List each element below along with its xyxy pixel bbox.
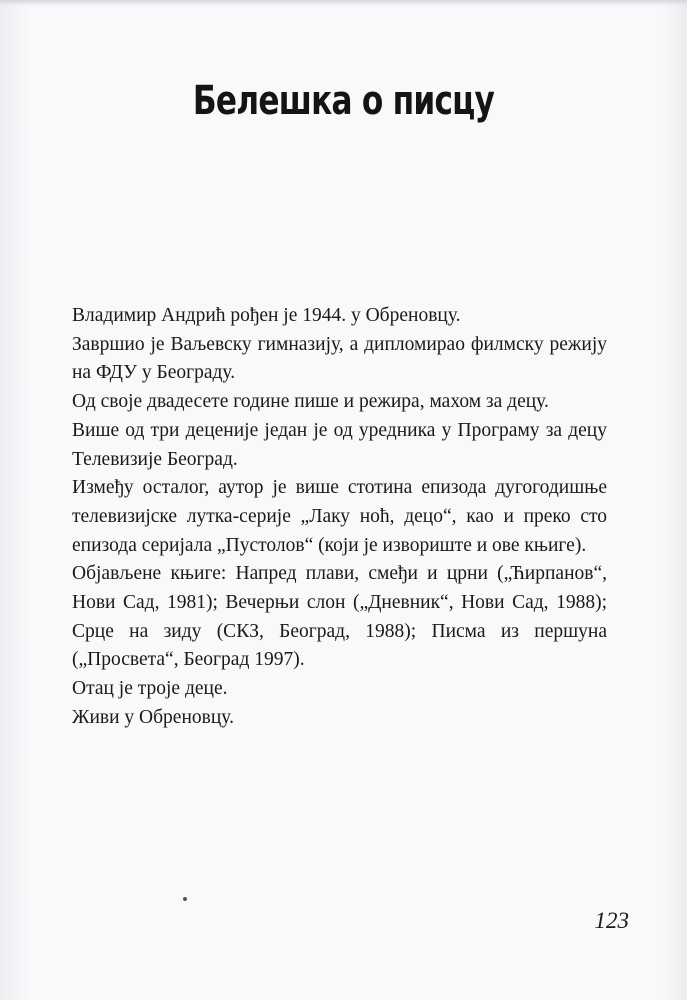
- paragraph: Владимир Андрић рођен је 1944. у Обреновцу.: [72, 305, 461, 326]
- print-speck: [183, 897, 187, 901]
- author-note-body: [72, 302, 607, 733]
- page-title: Белешка о писцу: [192, 78, 495, 124]
- paragraph: Између осталог, аутор је више стотина епизода дугогодишње телевизијске лутка-серије „Лаку ноћ, децо“, као и преко сто епизода серијала „Пустолов“ (који је извориште и ове књиге).: [72, 477, 607, 556]
- paragraph: Од своје двадесете године пише и режира, махом за децу.: [72, 391, 549, 413]
- paragraph: Објављене књиге: Напред плави, смеђи и црни („Ћирпанов“, Нови Сад, 1981); Вечерњи слон („Дневник“, Нови Сад, 1988); Срце на зиду (СКЗ, Београд, 1988); Писма из першуна („Просвета“, Београд 1997).: [72, 563, 607, 671]
- paragraph: Живи у Обреновцу.: [72, 706, 234, 728]
- paragraph: Отац је троје деце.: [72, 678, 228, 700]
- page-number: 123: [594, 908, 629, 933]
- paragraph: Завршио је Ваљевску гимназију, а дипломирао филмску режију на ФДУ у Београду.: [72, 333, 607, 384]
- page-edge-shadow: [0, 0, 687, 6]
- paragraph: Више од три деценије један је од уредника у Програму за децу Телевизије Београд.: [72, 419, 607, 470]
